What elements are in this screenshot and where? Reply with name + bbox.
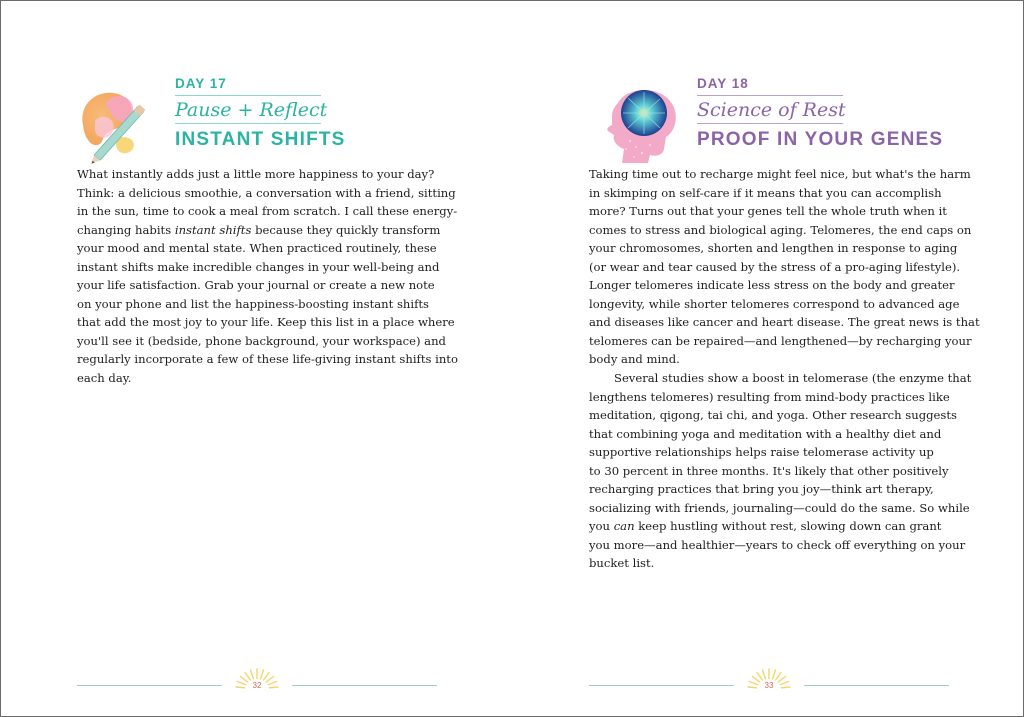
text-line: instant shifts make incredible changes in your well-being and [77,259,440,274]
divider [697,95,843,96]
emphasis: instant shifts [174,222,252,237]
page-number: 32 [252,681,262,690]
text-line: Think: a delicious smoothie, a conversation with a friend, sitting [77,185,456,200]
subtitle: PROOF IN YOUR GENES [697,129,944,150]
text-line: longevity, while shorter telomeres correspond to advanced age [589,296,960,311]
paragraph [589,165,980,369]
text-line: you can keep hustling without rest, slowing down can grant [589,519,942,534]
paragraph [589,369,972,573]
emphasis: can [613,519,635,534]
text-line: your life satisfaction. Grab your journal or create a new note [77,278,435,293]
text-line: that add the most joy to your life. Keep this list in a place where [77,315,455,330]
text-line: telomeres can be repaired—and lengthened—by recharging your [589,333,972,348]
text-line: you more—and healthier—years to check off everything on your [589,537,966,552]
text-line: Several studies show a boost in telomerase (the enzyme that [614,371,972,386]
day-18-header [600,73,970,163]
text-line: each day. [77,371,132,386]
divider [175,123,321,124]
footer-divider [589,685,734,686]
text-line: that combining yoga and meditation with a healthy diet and [589,426,942,441]
text-line: in the sun, time to cook a meal from scratch. I call these energy- [77,204,458,219]
text-line: supportive relationships helps raise telomerase activity up [589,445,934,460]
day-17-header [77,73,447,163]
pencil-watercolor-icon [77,83,165,167]
text-line: comes to stress and biological aging. Telomeres, the end caps on [589,222,972,237]
left-page [1,1,512,716]
text-line: (or wear and tear caused by the stress of a pro-aging lifestyle). [589,259,961,274]
section-title: Pause + Reflect [175,99,328,121]
body-text [77,165,458,388]
text-line: changing habits instant shifts because they quickly transform [77,222,441,237]
text-line: to 30 percent in three months. It's likely that other positively [589,463,949,478]
sunburst-icon [739,665,799,699]
text-line: socializing with friends, journaling—could do the same. So while [589,500,970,515]
text-line: you'll see it (bedside, phone background, your workspace) and [77,333,446,348]
text-line: Longer telomeres indicate less stress on the body and greater [589,278,955,293]
head-brain-icon [600,83,688,167]
page-footer [589,665,949,699]
text-line: body and mind. [589,352,680,367]
text-line: lengthens telomeres) resulting from mind-body practices like [589,389,950,404]
text-line: on your phone and list the happiness-boosting instant shifts [77,296,429,311]
text-line: What instantly adds just a little more happiness to your day? [77,167,435,181]
divider [175,95,321,96]
text-line: recharging practices that bring you joy—think art therapy, [589,482,934,497]
page-footer [77,665,437,699]
text-line: your mood and mental state. When practiced routinely, these [77,241,437,256]
divider [697,123,843,124]
body-text [589,165,980,573]
paragraph [77,165,458,388]
text-line: regularly incorporate a few of these life-giving instant shifts into [77,352,458,367]
subtitle: INSTANT SHIFTS [175,129,346,150]
footer-divider [292,685,437,686]
text-line: Taking time out to recharge might feel nice, but what's the harm [589,167,971,181]
sunburst-icon [227,665,287,699]
header-text [697,73,977,151]
header-text [175,73,455,151]
day-label: DAY 18 [697,76,749,91]
text-line: your chromosomes, shorten and lengthen in response to aging [589,241,958,256]
section-title: Science of Rest [697,99,846,121]
text-line: more? Turns out that your genes tell the whole truth when it [589,204,947,219]
text-line: in skimping on self-care if it means that you can accomplish [589,185,942,200]
day-label: DAY 17 [175,76,227,91]
footer-divider [77,685,222,686]
right-page [512,1,1023,716]
text-line: bucket list. [589,556,655,571]
text-line: meditation, qigong, tai chi, and yoga. Other research suggests [589,408,957,423]
page-number: 33 [764,681,774,690]
text-line: and diseases like cancer and heart disease. The great news is that [589,315,980,330]
footer-divider [804,685,949,686]
